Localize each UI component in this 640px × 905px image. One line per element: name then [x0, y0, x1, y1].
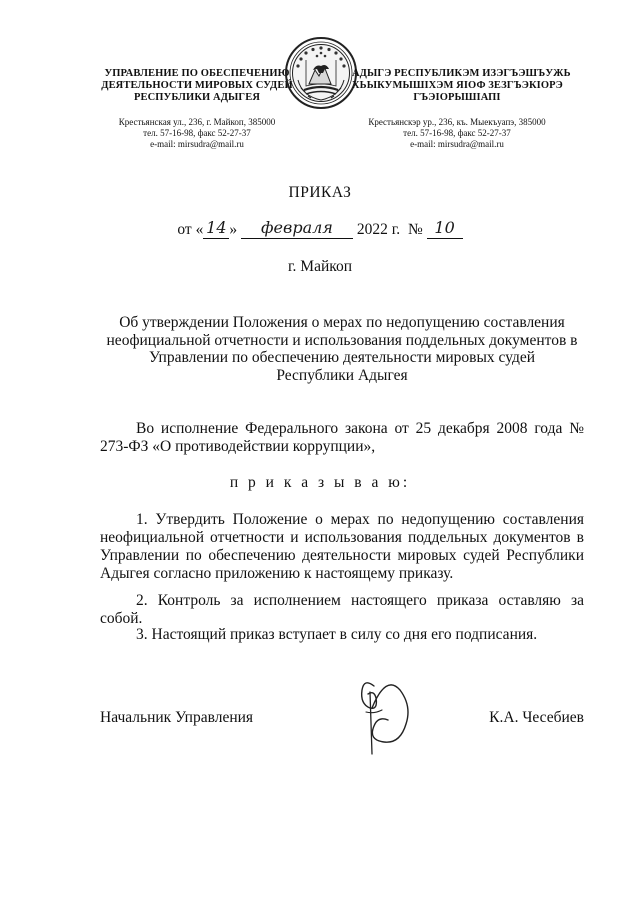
org-name-line: РЕСПУБЛИКИ АДЫГЕЯ [133, 92, 261, 103]
subject-line: Об утверждении Положения о мерах по недопущению составления [119, 314, 565, 331]
signatory-position: Начальник Управления [100, 709, 254, 726]
signatory-name: К.А. Чесебиев [489, 709, 584, 726]
preamble: Во исполнение Федерального закона от 25 декабря 2008 года № 273-ФЗ «О противодействии коррупции», [100, 420, 584, 455]
org-name-line: ГЪЭІОРЫШІАПІ [413, 92, 501, 103]
order-item: 2. Контроль за исполнением настоящего приказа оставляю за собой. [100, 592, 584, 627]
header-left [92, 68, 302, 150]
org-name-ady [352, 68, 571, 104]
document-subject [100, 314, 584, 384]
header-right [352, 68, 571, 150]
day-value: 14 [206, 218, 227, 237]
number-value: 10 [434, 218, 455, 237]
subject-line: Республики Адыгея [276, 366, 408, 384]
org-address: Крестьянскэр ур., 236, къ. Мыекъуапэ, 385000 [368, 117, 546, 127]
org-address: Крестьянская ул., 236, г. Майкоп, 385000 [118, 117, 276, 127]
order-item: 1. Утвердить Положение о мерах по недопущению составления неофициальной отчетности и использования поддельных документов в Управлении по обеспечению деятельности мировых судей Республики Адыгея согласно приложению к настоящему приказу. [100, 511, 584, 582]
org-phone: тел. 57-16-98, факс 52-27-37 [403, 128, 511, 138]
year-value: 2022 г. [356, 221, 401, 238]
org-name-ru [92, 68, 302, 104]
number-field [427, 220, 463, 239]
number-label: № [407, 221, 423, 238]
adygea-coat-of-arms-icon [284, 36, 358, 110]
month-field [241, 220, 353, 239]
day-field [203, 220, 229, 239]
org-name-line: АДЫГЭ РЕСПУБЛИКЭМ ИЗЭГЪЭШЪУЖЬ [352, 68, 571, 79]
date-prefix: от « [177, 221, 204, 238]
document-title: ПРИКАЗ [288, 184, 352, 201]
org-name-line: ХЬЫКУМЫШІХЭМ ЯІОФ ЗЕЗГЪЭКІОРЭ [352, 80, 563, 91]
org-contacts-ady [352, 117, 562, 150]
handwritten-signature-icon [346, 668, 418, 758]
subject-line: неофициальной отчетности и использования поддельных документов в [106, 331, 578, 349]
date-number-line [0, 220, 640, 239]
org-phone: тел. 57-16-98, факс 52-27-37 [143, 128, 251, 138]
order-word: п р и к а з ы в а ю: [229, 474, 411, 491]
subject-line: Управлении по обеспечению деятельности мировых судей [148, 349, 536, 366]
org-name-line: УПРАВЛЕНИЕ ПО ОБЕСПЕЧЕНИЮ [104, 68, 290, 79]
order-item: 3. Настоящий приказ вступает в силу со дня его подписания. [136, 626, 538, 643]
org-email: e-mail: mirsudra@mail.ru [150, 139, 244, 149]
org-email: e-mail: mirsudra@mail.ru [410, 139, 504, 149]
date-quote-close: » [229, 221, 238, 238]
month-value: февраля [261, 218, 333, 237]
org-name-line: ДЕЯТЕЛЬНОСТИ МИРОВЫХ СУДЕЙ [101, 80, 293, 91]
city: г. Майкоп [287, 258, 353, 275]
org-contacts-ru [92, 117, 302, 150]
